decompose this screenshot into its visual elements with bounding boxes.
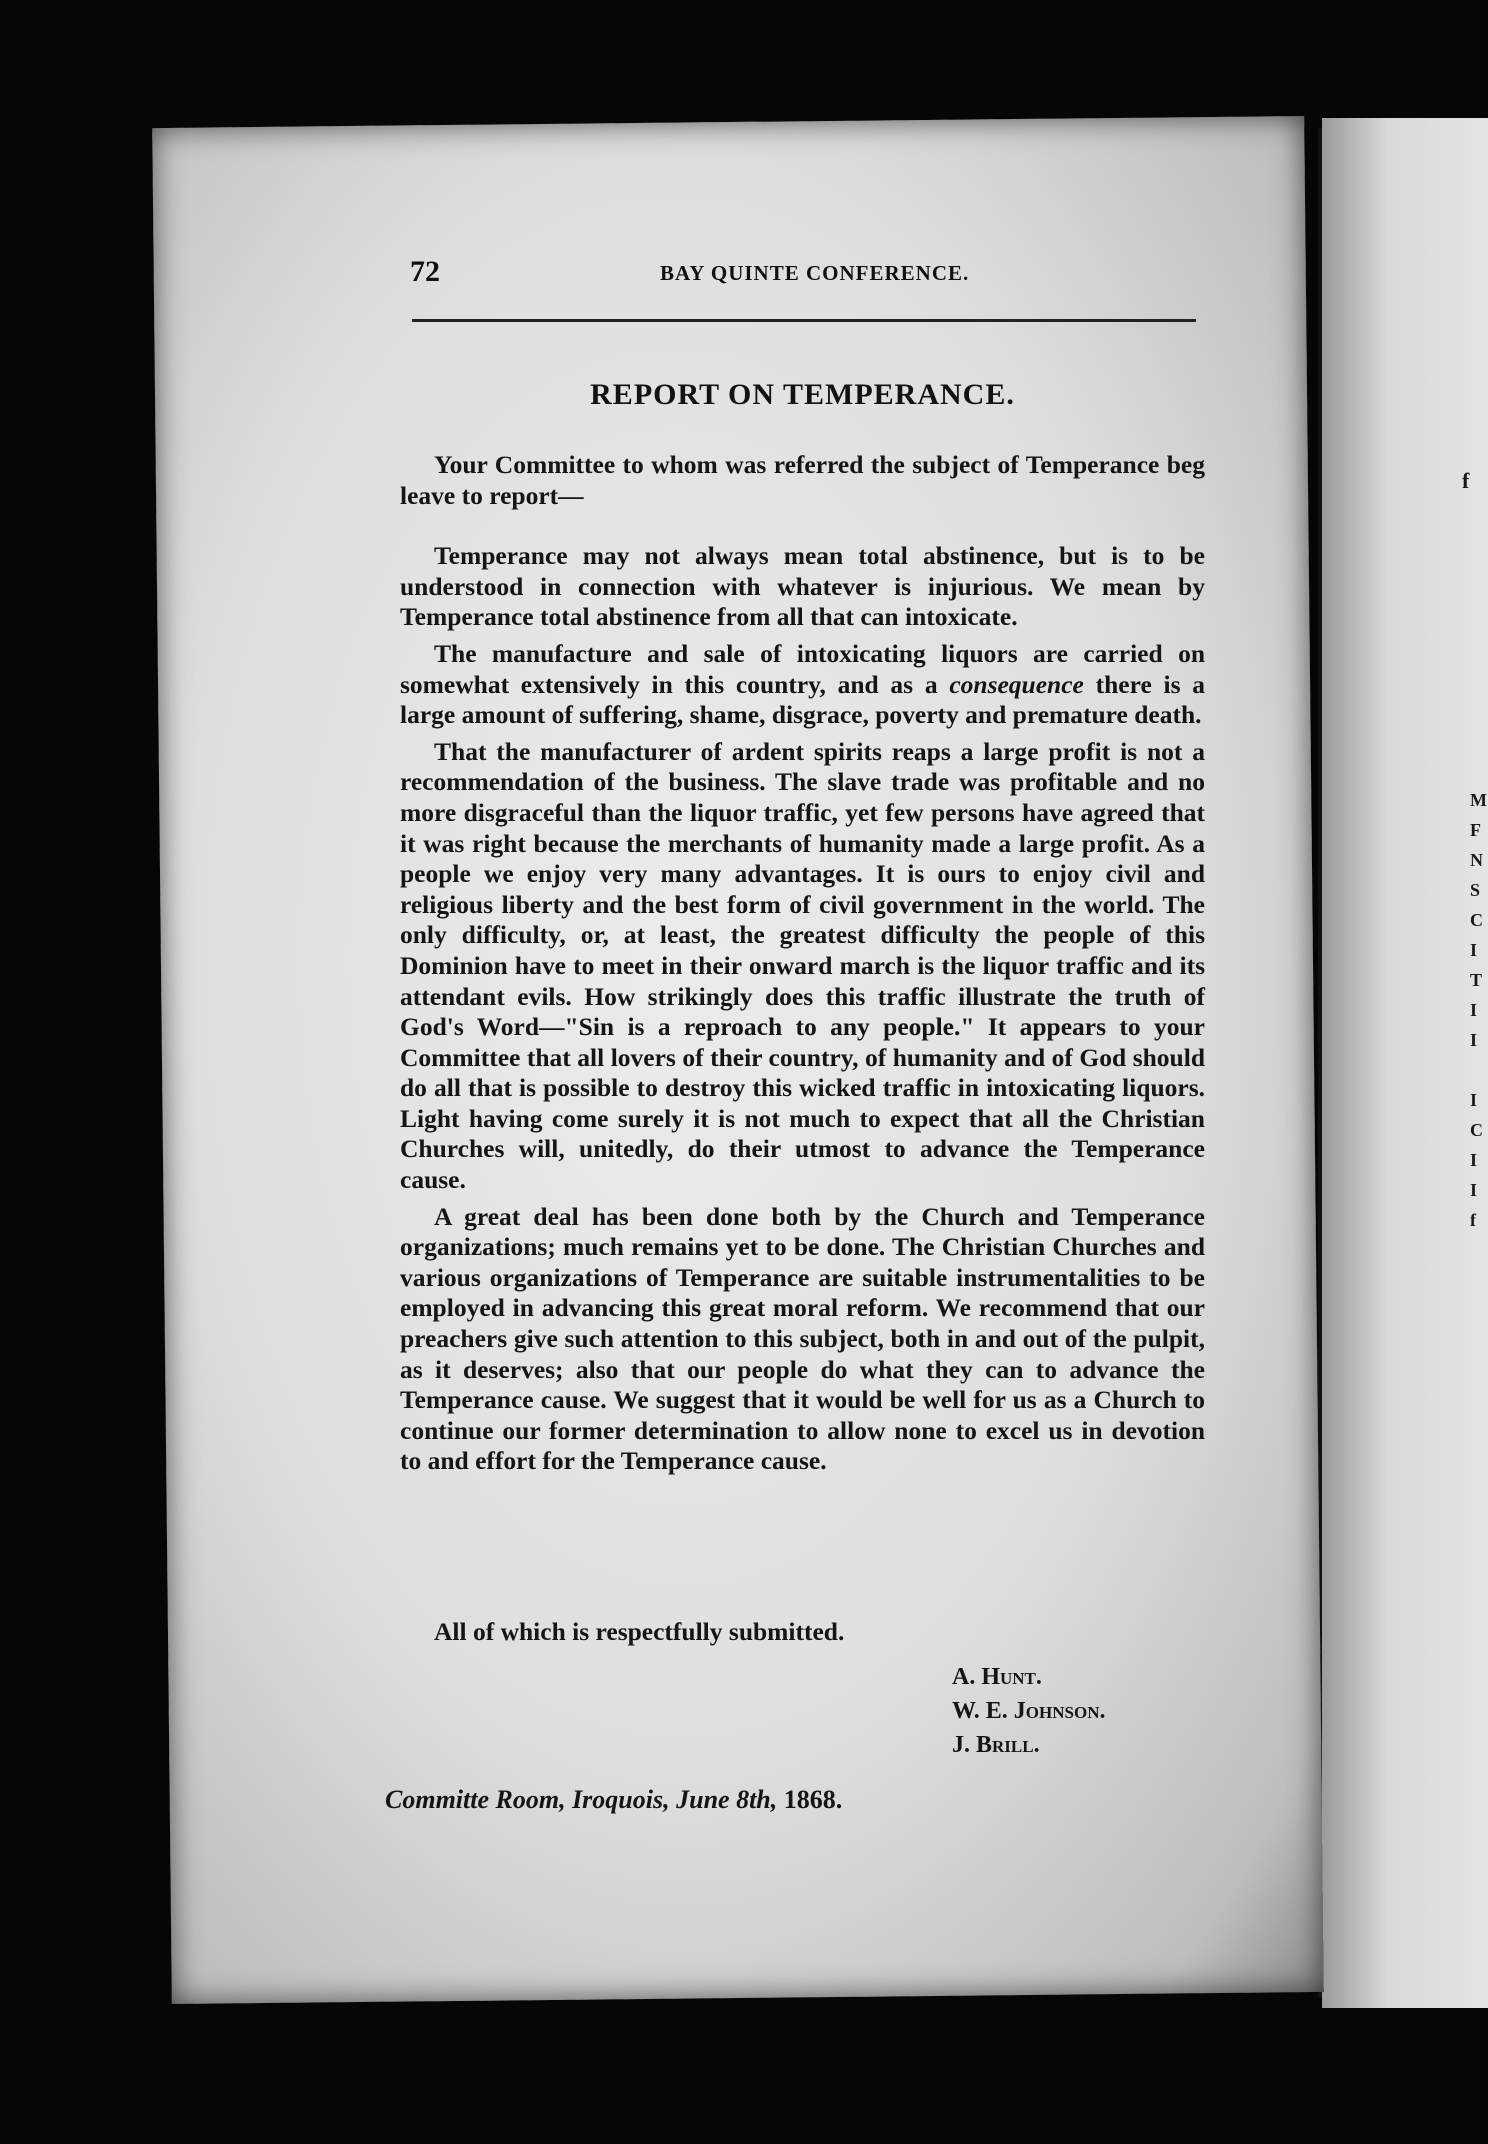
facing-page-fragment: C [1470,910,1483,930]
dateline-year: 1868. [783,1785,843,1814]
dateline [385,1785,842,1815]
closing-line: All of which is respectfully submitted. [434,1617,845,1646]
signatory: W. E. Johnson. [952,1698,1106,1724]
facing-page-fragment: M [1470,790,1487,810]
signatory: J. Brill. [952,1732,1040,1758]
facing-page-fragment: C [1470,1120,1483,1140]
paragraph-manufacture-text: there is a large amount of suffering, shame, disgrace, poverty and premature death. [400,669,1205,730]
signatory: A. Hunt. [952,1664,1042,1690]
facing-page-fragment: N [1470,850,1483,870]
page-header [410,255,1195,295]
facing-page-fragment: I [1470,1000,1478,1020]
paragraph-profit: That the manufacturer of ardent spirits reaps a large profit is not a recommendation of the business. The slave trade was profitable and no more disgraceful than the liquor traffic, yet few persons have agreed that it was right because the merchants of humanity made a large profit. As a people we enjoy very many advantages. It is ours to enjoy civil and religious liberty and the best form of civil government in the world. The only difficulty, or, at least, the greatest difficulty the people of this Dominion have to meet in their onward march is the liquor traffic and its attendant evils. How strikingly does this traffic illustrate the truth of God's Word—"Sin is a reproach to any people." It appears to your Committee that all lovers of their country, of humanity and of God should do all that is possible to destroy this wicked traffic in intoxicating liquors. Light having come surely it is not much to expect that all the Christian Churches will, unitedly, do their utmost to advance the Temperance cause. [400,736,1205,1195]
header-rule [412,319,1196,322]
report-body [400,450,1205,1483]
facing-page-fragment: I [1470,1090,1478,1110]
paragraph-recommendation: A great deal has been done both by the Church and Temperance organizations; much remains yet to be done. The Christian Churches and various organizations of Temperance are suitable instrumentalities to be employed in advancing this great moral reform. We recommend that our preachers give such attention to this subject, both in and out of the pulpit, as it deserves; also that our people do what they can to advance the Temperance cause. We suggest that it would be well for us as a Church to continue our former determination to allow none to excel us in devotion to and effort for the Temperance cause. [400,1201,1205,1476]
report-title: REPORT ON TEMPERANCE. [590,378,1015,411]
facing-page-fragment: I [1470,1030,1478,1050]
paragraph-manufacture [400,639,1205,731]
facing-page-fragment: I [1470,940,1478,960]
page-number: 72 [410,255,440,288]
paragraph-intro: Your Committee to whom was referred the subject of Temperance beg leave to report— [400,450,1205,510]
running-head: BAY QUINTE CONFERENCE. [660,261,970,285]
dateline-place: Committe Room, Iroquois, June 8th, [385,1785,778,1814]
facing-page-fragment: I [1470,1150,1478,1170]
emphasis-consequence: consequence [949,669,1084,699]
facing-page-edge [1322,118,1488,2008]
facing-page-fragment: f [1462,468,1470,493]
facing-page-fragment: T [1470,970,1483,990]
facing-page-fragment: f [1470,1210,1476,1230]
paragraph-manufacture-text: The manufacture and sale of intoxicating liquors are carried on somewhat extensively in this country, and as a [400,638,1205,699]
facing-page-fragment: F [1470,820,1481,840]
facing-page-fragment: I [1470,1180,1478,1200]
paragraph-definition: Temperance may not always mean total abstinence, but is to be understood in connection with whatever is injurious. We mean by Temperance total abstinence from all that can intoxicate. [400,541,1205,632]
facing-page-fragment: S [1470,880,1481,900]
signatories [952,1660,1105,1762]
